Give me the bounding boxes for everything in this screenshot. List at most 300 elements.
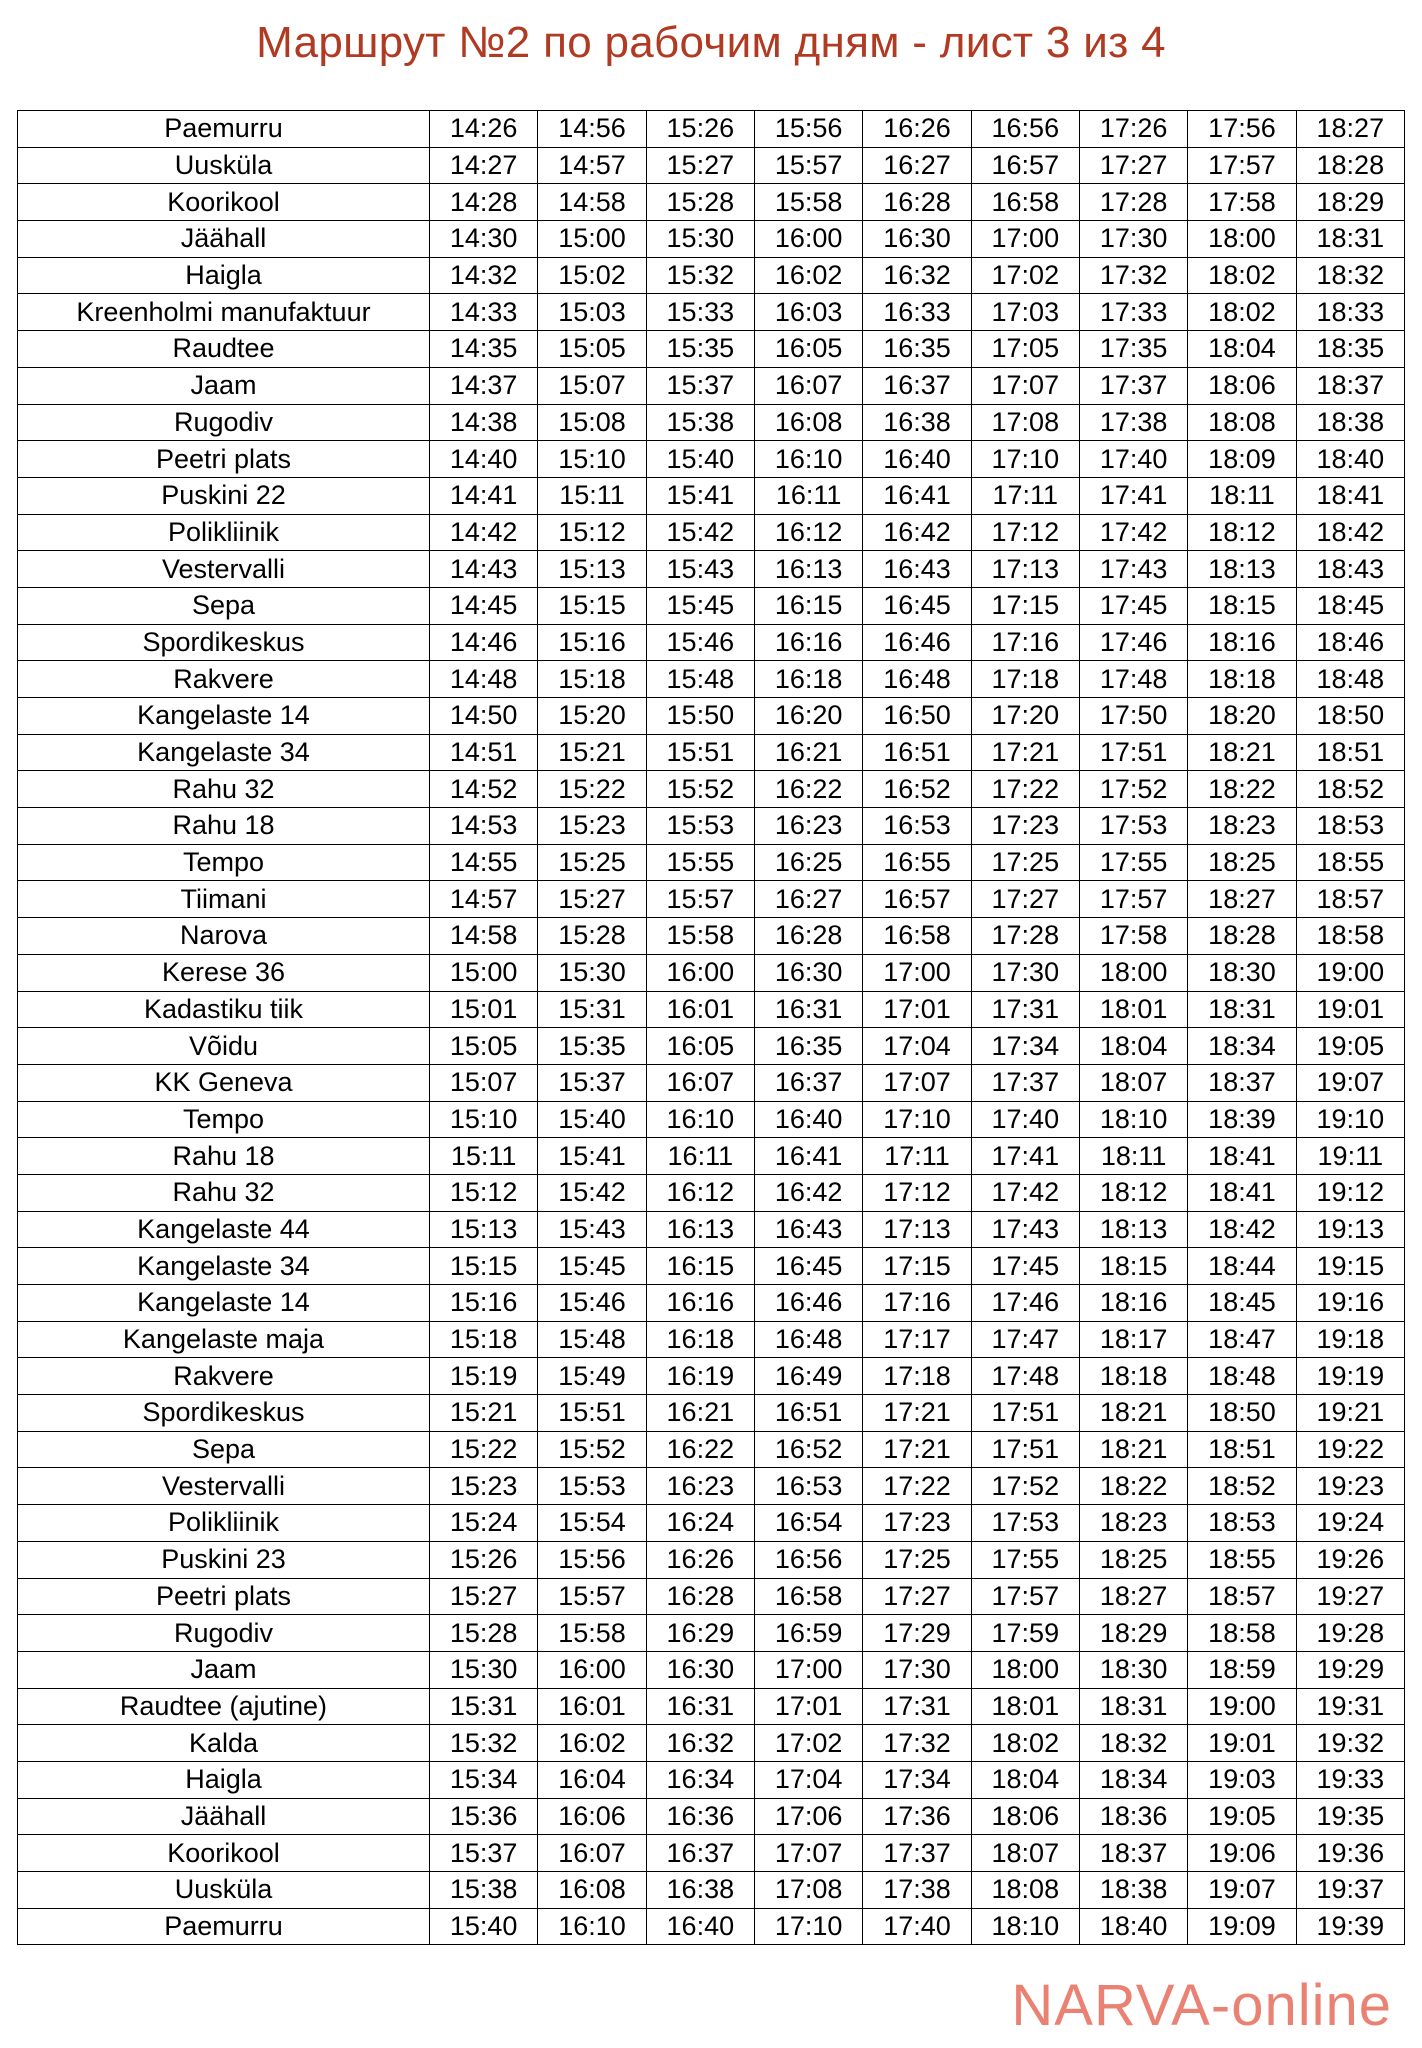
table-row <box>18 1615 1405 1652</box>
departure-time-cell: 16:37 <box>863 367 971 404</box>
departure-time-cell: 15:05 <box>538 331 646 368</box>
departure-time-cell: 19:07 <box>1296 1064 1404 1101</box>
departure-time-cell: 17:08 <box>971 404 1079 441</box>
departure-time-cell: 17:40 <box>971 1101 1079 1138</box>
departure-time-cell: 18:57 <box>1296 881 1404 918</box>
departure-time-cell: 15:53 <box>646 808 754 845</box>
stop-name-cell: Haigla <box>18 257 430 294</box>
stop-name-cell: Kalda <box>18 1725 430 1762</box>
departure-time-cell: 18:22 <box>1188 771 1296 808</box>
departure-time-cell: 17:29 <box>863 1615 971 1652</box>
departure-time-cell: 15:28 <box>538 918 646 955</box>
departure-time-cell: 15:27 <box>538 881 646 918</box>
stop-name-cell: Kangelaste 34 <box>18 1248 430 1285</box>
stop-name-cell: Kangelaste 14 <box>18 698 430 735</box>
departure-time-cell: 16:59 <box>754 1615 862 1652</box>
departure-time-cell: 17:16 <box>863 1285 971 1322</box>
departure-time-cell: 16:37 <box>646 1835 754 1872</box>
departure-time-cell: 16:41 <box>754 1138 862 1175</box>
stop-name-cell: KK Geneva <box>18 1064 430 1101</box>
logo-dash: - <box>1210 1973 1232 2038</box>
departure-time-cell: 16:16 <box>754 624 862 661</box>
stop-name-cell: Polikliinik <box>18 1505 430 1542</box>
departure-time-cell: 15:20 <box>538 698 646 735</box>
departure-time-cell: 19:26 <box>1296 1541 1404 1578</box>
departure-time-cell: 18:37 <box>1296 367 1404 404</box>
departure-time-cell: 17:59 <box>971 1615 1079 1652</box>
departure-time-cell: 16:41 <box>863 477 971 514</box>
stop-name-cell: Rahu 18 <box>18 808 430 845</box>
departure-time-cell: 17:51 <box>971 1395 1079 1432</box>
departure-time-cell: 18:51 <box>1296 734 1404 771</box>
departure-time-cell: 19:31 <box>1296 1688 1404 1725</box>
departure-time-cell: 17:03 <box>971 294 1079 331</box>
table-row <box>18 1174 1405 1211</box>
departure-time-cell: 18:02 <box>1188 294 1296 331</box>
departure-time-cell: 19:11 <box>1296 1138 1404 1175</box>
departure-time-cell: 16:04 <box>538 1761 646 1798</box>
departure-time-cell: 15:18 <box>430 1321 538 1358</box>
departure-time-cell: 17:32 <box>863 1725 971 1762</box>
stop-name-cell: Sepa <box>18 1431 430 1468</box>
departure-time-cell: 16:48 <box>754 1321 862 1358</box>
departure-time-cell: 18:46 <box>1296 624 1404 661</box>
table-row <box>18 1431 1405 1468</box>
departure-time-cell: 15:51 <box>538 1395 646 1432</box>
departure-time-cell: 15:37 <box>646 367 754 404</box>
departure-time-cell: 17:48 <box>1079 661 1187 698</box>
departure-time-cell: 18:57 <box>1188 1578 1296 1615</box>
departure-time-cell: 16:12 <box>646 1174 754 1211</box>
departure-time-cell: 16:07 <box>754 367 862 404</box>
departure-time-cell: 15:33 <box>646 294 754 331</box>
departure-time-cell: 17:27 <box>1079 147 1187 184</box>
departure-time-cell: 14:57 <box>430 881 538 918</box>
departure-time-cell: 19:37 <box>1296 1872 1404 1909</box>
departure-time-cell: 16:11 <box>646 1138 754 1175</box>
departure-time-cell: 16:51 <box>754 1395 862 1432</box>
departure-time-cell: 18:32 <box>1079 1725 1187 1762</box>
departure-time-cell: 17:31 <box>863 1688 971 1725</box>
table-row <box>18 1688 1405 1725</box>
table-row <box>18 514 1405 551</box>
departure-time-cell: 17:10 <box>971 441 1079 478</box>
departure-time-cell: 16:30 <box>754 954 862 991</box>
departure-time-cell: 18:39 <box>1188 1101 1296 1138</box>
departure-time-cell: 16:11 <box>754 477 862 514</box>
departure-time-cell: 15:12 <box>430 1174 538 1211</box>
table-row <box>18 257 1405 294</box>
departure-time-cell: 15:52 <box>538 1431 646 1468</box>
table-row <box>18 367 1405 404</box>
departure-time-cell: 16:58 <box>754 1578 862 1615</box>
departure-time-cell: 16:26 <box>646 1541 754 1578</box>
table-row <box>18 1651 1405 1688</box>
departure-time-cell: 18:53 <box>1296 808 1404 845</box>
departure-time-cell: 18:10 <box>1079 1101 1187 1138</box>
table-row <box>18 881 1405 918</box>
table-row <box>18 1468 1405 1505</box>
table-row <box>18 1541 1405 1578</box>
departure-time-cell: 17:15 <box>971 587 1079 624</box>
departure-time-cell: 16:27 <box>754 881 862 918</box>
departure-time-cell: 17:20 <box>971 698 1079 735</box>
departure-time-cell: 17:02 <box>754 1725 862 1762</box>
departure-time-cell: 16:00 <box>646 954 754 991</box>
departure-time-cell: 15:46 <box>646 624 754 661</box>
stop-name-cell: Jäähall <box>18 1798 430 1835</box>
departure-time-cell: 14:42 <box>430 514 538 551</box>
departure-time-cell: 18:50 <box>1296 698 1404 735</box>
departure-time-cell: 18:44 <box>1188 1248 1296 1285</box>
departure-time-cell: 16:05 <box>646 1028 754 1065</box>
departure-time-cell: 17:01 <box>863 991 971 1028</box>
departure-time-cell: 15:50 <box>646 698 754 735</box>
departure-time-cell: 18:40 <box>1296 441 1404 478</box>
departure-time-cell: 18:20 <box>1188 698 1296 735</box>
stop-name-cell: Rugodiv <box>18 1615 430 1652</box>
departure-time-cell: 15:10 <box>538 441 646 478</box>
departure-time-cell: 14:51 <box>430 734 538 771</box>
departure-time-cell: 14:33 <box>430 294 538 331</box>
table-row <box>18 1138 1405 1175</box>
departure-time-cell: 15:02 <box>538 257 646 294</box>
departure-time-cell: 18:09 <box>1188 441 1296 478</box>
departure-time-cell: 16:00 <box>538 1651 646 1688</box>
departure-time-cell: 18:53 <box>1188 1505 1296 1542</box>
departure-time-cell: 16:57 <box>971 147 1079 184</box>
departure-time-cell: 15:58 <box>538 1615 646 1652</box>
departure-time-cell: 18:37 <box>1188 1064 1296 1101</box>
departure-time-cell: 15:30 <box>538 954 646 991</box>
departure-time-cell: 16:36 <box>646 1798 754 1835</box>
departure-time-cell: 15:15 <box>538 587 646 624</box>
departure-time-cell: 17:37 <box>1079 367 1187 404</box>
departure-time-cell: 19:03 <box>1188 1761 1296 1798</box>
departure-time-cell: 18:55 <box>1188 1541 1296 1578</box>
departure-time-cell: 16:12 <box>754 514 862 551</box>
departure-time-cell: 17:17 <box>863 1321 971 1358</box>
table-row <box>18 1835 1405 1872</box>
departure-time-cell: 17:21 <box>863 1431 971 1468</box>
departure-time-cell: 19:27 <box>1296 1578 1404 1615</box>
departure-time-cell: 18:34 <box>1188 1028 1296 1065</box>
departure-time-cell: 17:48 <box>971 1358 1079 1395</box>
departure-time-cell: 17:10 <box>863 1101 971 1138</box>
stop-name-cell: Rahu 18 <box>18 1138 430 1175</box>
departure-time-cell: 16:23 <box>754 808 862 845</box>
departure-time-cell: 18:55 <box>1296 844 1404 881</box>
departure-time-cell: 14:41 <box>430 477 538 514</box>
stop-name-cell: Koorikool <box>18 1835 430 1872</box>
departure-time-cell: 17:56 <box>1188 111 1296 148</box>
departure-time-cell: 14:43 <box>430 551 538 588</box>
departure-time-cell: 18:30 <box>1079 1651 1187 1688</box>
departure-time-cell: 18:06 <box>971 1798 1079 1835</box>
departure-time-cell: 18:23 <box>1188 808 1296 845</box>
departure-time-cell: 19:22 <box>1296 1431 1404 1468</box>
departure-time-cell: 17:58 <box>1079 918 1187 955</box>
departure-time-cell: 15:08 <box>538 404 646 441</box>
departure-time-cell: 15:19 <box>430 1358 538 1395</box>
departure-time-cell: 15:35 <box>646 331 754 368</box>
departure-time-cell: 18:00 <box>1079 954 1187 991</box>
departure-time-cell: 19:35 <box>1296 1798 1404 1835</box>
stop-name-cell: Rugodiv <box>18 404 430 441</box>
table-row <box>18 1064 1405 1101</box>
departure-time-cell: 18:21 <box>1188 734 1296 771</box>
departure-time-cell: 15:18 <box>538 661 646 698</box>
departure-time-cell: 15:26 <box>646 111 754 148</box>
logo-text-online: online <box>1231 1973 1392 2038</box>
departure-time-cell: 19:19 <box>1296 1358 1404 1395</box>
departure-time-cell: 16:22 <box>754 771 862 808</box>
departure-time-cell: 16:52 <box>754 1431 862 1468</box>
stop-name-cell: Tempo <box>18 844 430 881</box>
departure-time-cell: 15:56 <box>538 1541 646 1578</box>
departure-time-cell: 16:19 <box>646 1358 754 1395</box>
departure-time-cell: 16:49 <box>754 1358 862 1395</box>
departure-time-cell: 17:23 <box>863 1505 971 1542</box>
departure-time-cell: 16:53 <box>754 1468 862 1505</box>
departure-time-cell: 17:07 <box>863 1064 971 1101</box>
departure-time-cell: 17:28 <box>1079 184 1187 221</box>
departure-time-cell: 16:53 <box>863 808 971 845</box>
departure-time-cell: 16:24 <box>646 1505 754 1542</box>
departure-time-cell: 15:45 <box>538 1248 646 1285</box>
departure-time-cell: 15:41 <box>646 477 754 514</box>
departure-time-cell: 17:53 <box>1079 808 1187 845</box>
departure-time-cell: 17:38 <box>863 1872 971 1909</box>
departure-time-cell: 15:54 <box>538 1505 646 1542</box>
stop-name-cell: Jaam <box>18 1651 430 1688</box>
departure-time-cell: 15:52 <box>646 771 754 808</box>
departure-time-cell: 15:58 <box>754 184 862 221</box>
departure-time-cell: 17:22 <box>863 1468 971 1505</box>
departure-time-cell: 19:00 <box>1188 1688 1296 1725</box>
departure-time-cell: 18:31 <box>1079 1688 1187 1725</box>
departure-time-cell: 16:51 <box>863 734 971 771</box>
table-row <box>18 1321 1405 1358</box>
departure-time-cell: 18:48 <box>1188 1358 1296 1395</box>
departure-time-cell: 17:25 <box>971 844 1079 881</box>
departure-time-cell: 16:08 <box>538 1872 646 1909</box>
departure-time-cell: 17:06 <box>754 1798 862 1835</box>
departure-time-cell: 18:21 <box>1079 1431 1187 1468</box>
departure-time-cell: 18:11 <box>1079 1138 1187 1175</box>
stop-name-cell: Kangelaste maja <box>18 1321 430 1358</box>
departure-time-cell: 16:58 <box>863 918 971 955</box>
departure-time-cell: 16:26 <box>863 111 971 148</box>
departure-time-cell: 17:18 <box>971 661 1079 698</box>
departure-time-cell: 17:51 <box>971 1431 1079 1468</box>
departure-time-cell: 15:57 <box>646 881 754 918</box>
departure-time-cell: 17:04 <box>754 1761 862 1798</box>
departure-time-cell: 15:26 <box>430 1541 538 1578</box>
departure-time-cell: 15:57 <box>754 147 862 184</box>
stop-name-cell: Jäähall <box>18 221 430 258</box>
departure-time-cell: 16:07 <box>646 1064 754 1101</box>
stop-name-cell: Spordikeskus <box>18 1395 430 1432</box>
departure-time-cell: 17:23 <box>971 808 1079 845</box>
departure-time-cell: 18:29 <box>1079 1615 1187 1652</box>
departure-time-cell: 18:01 <box>971 1688 1079 1725</box>
departure-time-cell: 18:15 <box>1079 1248 1187 1285</box>
departure-time-cell: 15:40 <box>646 441 754 478</box>
departure-time-cell: 17:30 <box>1079 221 1187 258</box>
departure-time-cell: 14:28 <box>430 184 538 221</box>
departure-time-cell: 17:27 <box>863 1578 971 1615</box>
departure-time-cell: 17:21 <box>863 1395 971 1432</box>
departure-time-cell: 17:30 <box>971 954 1079 991</box>
departure-time-cell: 15:40 <box>538 1101 646 1138</box>
departure-time-cell: 18:13 <box>1188 551 1296 588</box>
departure-time-cell: 14:56 <box>538 111 646 148</box>
table-row <box>18 918 1405 955</box>
departure-time-cell: 15:49 <box>538 1358 646 1395</box>
departure-time-cell: 15:24 <box>430 1505 538 1542</box>
departure-time-cell: 14:38 <box>430 404 538 441</box>
departure-time-cell: 18:12 <box>1079 1174 1187 1211</box>
departure-time-cell: 16:28 <box>754 918 862 955</box>
stop-name-cell: Polikliinik <box>18 514 430 551</box>
departure-time-cell: 17:53 <box>971 1505 1079 1542</box>
departure-time-cell: 17:12 <box>971 514 1079 551</box>
departure-time-cell: 15:46 <box>538 1285 646 1322</box>
stop-name-cell: Raudtee (ajutine) <box>18 1688 430 1725</box>
departure-time-cell: 15:11 <box>430 1138 538 1175</box>
departure-time-cell: 16:56 <box>971 111 1079 148</box>
departure-time-cell: 18:12 <box>1188 514 1296 551</box>
departure-time-cell: 16:01 <box>646 991 754 1028</box>
departure-time-cell: 18:33 <box>1296 294 1404 331</box>
departure-time-cell: 19:07 <box>1188 1872 1296 1909</box>
departure-time-cell: 17:37 <box>971 1064 1079 1101</box>
departure-time-cell: 19:32 <box>1296 1725 1404 1762</box>
departure-time-cell: 14:45 <box>430 587 538 624</box>
departure-time-cell: 17:25 <box>863 1541 971 1578</box>
departure-time-cell: 15:21 <box>430 1395 538 1432</box>
departure-time-cell: 16:57 <box>863 881 971 918</box>
stop-name-cell: Tempo <box>18 1101 430 1138</box>
departure-time-cell: 18:40 <box>1079 1908 1187 1945</box>
stop-name-cell: Rakvere <box>18 1358 430 1395</box>
departure-time-cell: 15:28 <box>430 1615 538 1652</box>
departure-time-cell: 18:07 <box>971 1835 1079 1872</box>
departure-time-cell: 14:32 <box>430 257 538 294</box>
departure-time-cell: 16:02 <box>538 1725 646 1762</box>
departure-time-cell: 16:16 <box>646 1285 754 1322</box>
departure-time-cell: 15:13 <box>430 1211 538 1248</box>
departure-time-cell: 18:31 <box>1296 221 1404 258</box>
departure-time-cell: 18:16 <box>1079 1285 1187 1322</box>
departure-time-cell: 18:38 <box>1296 404 1404 441</box>
departure-time-cell: 15:21 <box>538 734 646 771</box>
table-row <box>18 1505 1405 1542</box>
departure-time-cell: 16:45 <box>754 1248 862 1285</box>
departure-time-cell: 16:00 <box>754 221 862 258</box>
departure-time-cell: 18:43 <box>1296 551 1404 588</box>
table-row <box>18 698 1405 735</box>
departure-time-cell: 15:12 <box>538 514 646 551</box>
departure-time-cell: 17:45 <box>971 1248 1079 1285</box>
stop-name-cell: Paemurru <box>18 1908 430 1945</box>
departure-time-cell: 16:18 <box>646 1321 754 1358</box>
departure-time-cell: 17:57 <box>1188 147 1296 184</box>
table-row <box>18 624 1405 661</box>
departure-time-cell: 17:57 <box>1079 881 1187 918</box>
departure-time-cell: 16:42 <box>863 514 971 551</box>
departure-time-cell: 18:15 <box>1188 587 1296 624</box>
departure-time-cell: 17:42 <box>1079 514 1187 551</box>
departure-time-cell: 18:58 <box>1296 918 1404 955</box>
departure-time-cell: 15:57 <box>538 1578 646 1615</box>
departure-time-cell: 14:37 <box>430 367 538 404</box>
departure-time-cell: 17:41 <box>1079 477 1187 514</box>
table-row <box>18 954 1405 991</box>
departure-time-cell: 19:00 <box>1296 954 1404 991</box>
departure-time-cell: 15:00 <box>430 954 538 991</box>
stop-name-cell: Tiimani <box>18 881 430 918</box>
departure-time-cell: 18:41 <box>1296 477 1404 514</box>
table-row <box>18 1395 1405 1432</box>
departure-time-cell: 16:37 <box>754 1064 862 1101</box>
stop-name-cell: Haigla <box>18 1761 430 1798</box>
departure-time-cell: 18:08 <box>971 1872 1079 1909</box>
departure-time-cell: 17:10 <box>754 1908 862 1945</box>
departure-time-cell: 18:02 <box>1188 257 1296 294</box>
departure-time-cell: 18:11 <box>1188 477 1296 514</box>
stop-name-cell: Puskini 23 <box>18 1541 430 1578</box>
departure-time-cell: 17:51 <box>1079 734 1187 771</box>
departure-time-cell: 14:57 <box>538 147 646 184</box>
departure-time-cell: 17:33 <box>1079 294 1187 331</box>
departure-time-cell: 16:43 <box>863 551 971 588</box>
departure-time-cell: 16:13 <box>754 551 862 588</box>
departure-time-cell: 15:30 <box>646 221 754 258</box>
departure-time-cell: 18:36 <box>1079 1798 1187 1835</box>
stop-name-cell: Kangelaste 34 <box>18 734 430 771</box>
departure-time-cell: 14:58 <box>430 918 538 955</box>
departure-time-cell: 17:18 <box>863 1358 971 1395</box>
timetable <box>17 110 1405 1945</box>
stop-name-cell: Vestervalli <box>18 1468 430 1505</box>
departure-time-cell: 16:40 <box>646 1908 754 1945</box>
table-row <box>18 184 1405 221</box>
departure-time-cell: 14:48 <box>430 661 538 698</box>
departure-time-cell: 18:50 <box>1188 1395 1296 1432</box>
departure-time-cell: 19:23 <box>1296 1468 1404 1505</box>
departure-time-cell: 17:07 <box>971 367 1079 404</box>
departure-time-cell: 15:27 <box>646 147 754 184</box>
departure-time-cell: 16:15 <box>646 1248 754 1285</box>
departure-time-cell: 14:30 <box>430 221 538 258</box>
departure-time-cell: 18:16 <box>1188 624 1296 661</box>
departure-time-cell: 17:35 <box>1079 331 1187 368</box>
departure-time-cell: 16:15 <box>754 587 862 624</box>
stop-name-cell: Võidu <box>18 1028 430 1065</box>
departure-time-cell: 16:22 <box>646 1431 754 1468</box>
departure-time-cell: 15:38 <box>646 404 754 441</box>
departure-time-cell: 18:27 <box>1296 111 1404 148</box>
departure-time-cell: 16:52 <box>863 771 971 808</box>
departure-time-cell: 15:07 <box>430 1064 538 1101</box>
departure-time-cell: 18:38 <box>1079 1872 1187 1909</box>
departure-time-cell: 17:46 <box>1079 624 1187 661</box>
departure-time-cell: 14:26 <box>430 111 538 148</box>
departure-time-cell: 19:39 <box>1296 1908 1404 1945</box>
departure-time-cell: 18:29 <box>1296 184 1404 221</box>
